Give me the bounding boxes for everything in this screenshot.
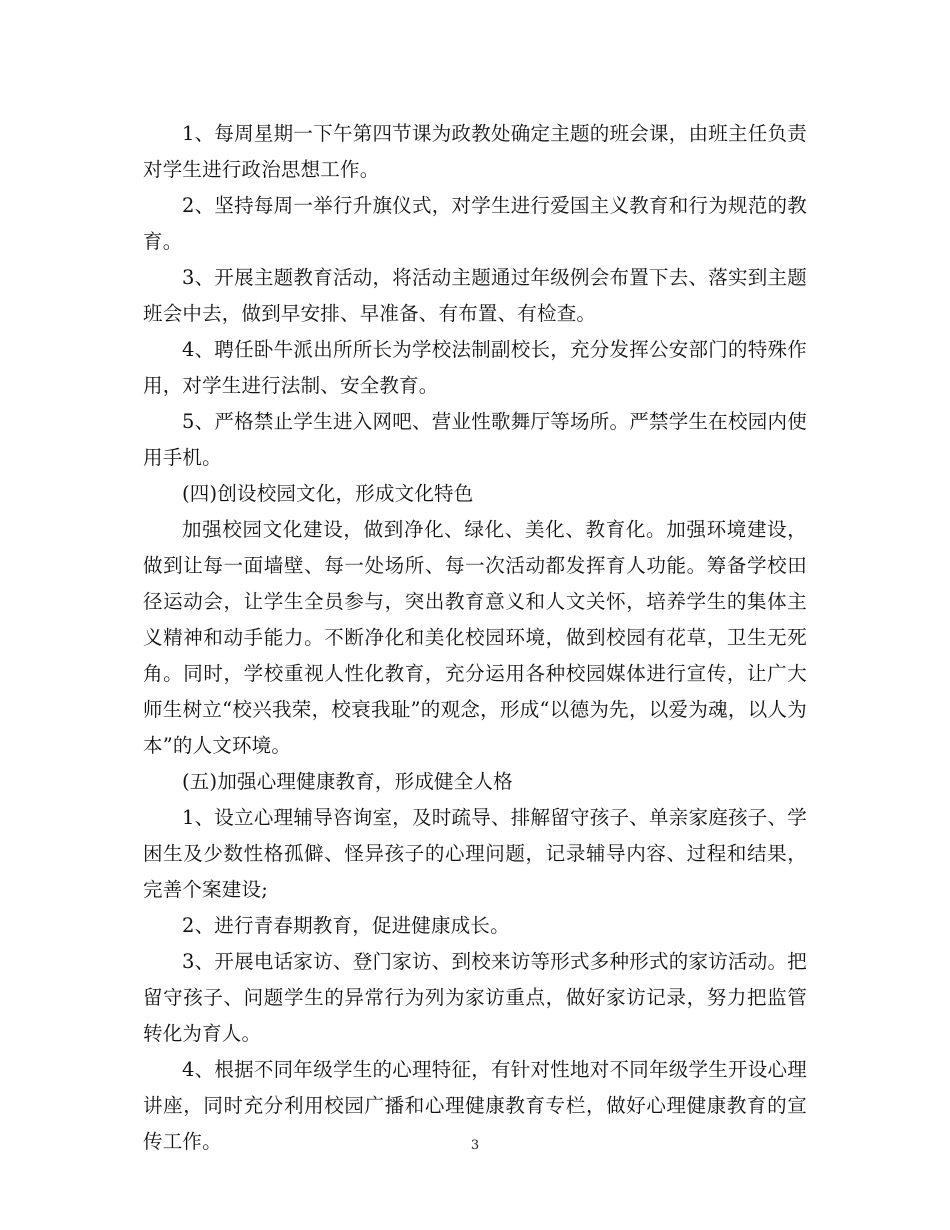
section-heading: (五)加强心理健康教育，形成健全人格 xyxy=(182,770,513,793)
paragraph: 4、根据不同年级学生的心理特征，有针对性地对不同年级学生开设心理讲座，同时充分利用校园广播和心理健康教育专栏，做好心理健康教育的宣传工作。 xyxy=(143,1058,807,1153)
paragraph: 1、每周星期一下午第四节课为政教处确定主题的班会课，由班主任负责对学生进行政治思想工作。 xyxy=(143,122,807,181)
paragraph: 3、开展电话家访、登门家访、到校来访等形式多种形式的家访活动。把留守孩子、问题学生的异常行为列为家访重点，做好家访记录，努力把监管转化为育人。 xyxy=(143,950,807,1045)
paragraph: 1、设立心理辅导咨询室，及时疏导、排解留守孩子、单亲家庭孩子、学困生及少数性格孤僻、怪异孩子的心理问题，记录辅导内容、过程和结果，完善个案建设; xyxy=(143,806,807,901)
paragraph: 5、严格禁止学生进入网吧、营业性歌舞厅等场所。严禁学生在校园内使用手机。 xyxy=(143,410,807,469)
paragraph: 2、进行青春期教育，促进健康成长。 xyxy=(182,914,510,937)
paragraph: 2、坚持每周一举行升旗仪式，对学生进行爱国主义教育和行为规范的教育。 xyxy=(143,194,807,253)
section-heading: (四)创设校园文化，形成文化特色 xyxy=(182,482,474,505)
page-number: 3 xyxy=(470,1138,480,1153)
paragraph: 3、开展主题教育活动，将活动主题通过年级例会布置下去、落实到主题班会中去，做到早安排、早准备、有布置、有检查。 xyxy=(143,266,807,325)
document-body xyxy=(143,116,807,1160)
paragraph: 加强校园文化建设，做到净化、绿化、美化、教育化。加强环境建设，做到让每一面墙壁、每一处场所、每一次活动都发挥育人功能。筹备学校田径运动会，让学生全员参与，突出教育意义和人文关怀，培养学生的集体主义精神和动手能力。不断净化和美化校园环境，做到校园有花草，卫生无死角。同时，学校重视人性化教育，充分运用各种校园媒体进行宣传，让广大师生树立“校兴我荣，校衰我耻”的观念，形成“以德为先，以爱为魂，以人为本”的人文环境。 xyxy=(143,518,807,757)
paragraph: 4、聘任卧牛派出所所长为学校法制副校长，充分发挥公安部门的特殊作用，对学生进行法制、安全教育。 xyxy=(143,338,807,397)
